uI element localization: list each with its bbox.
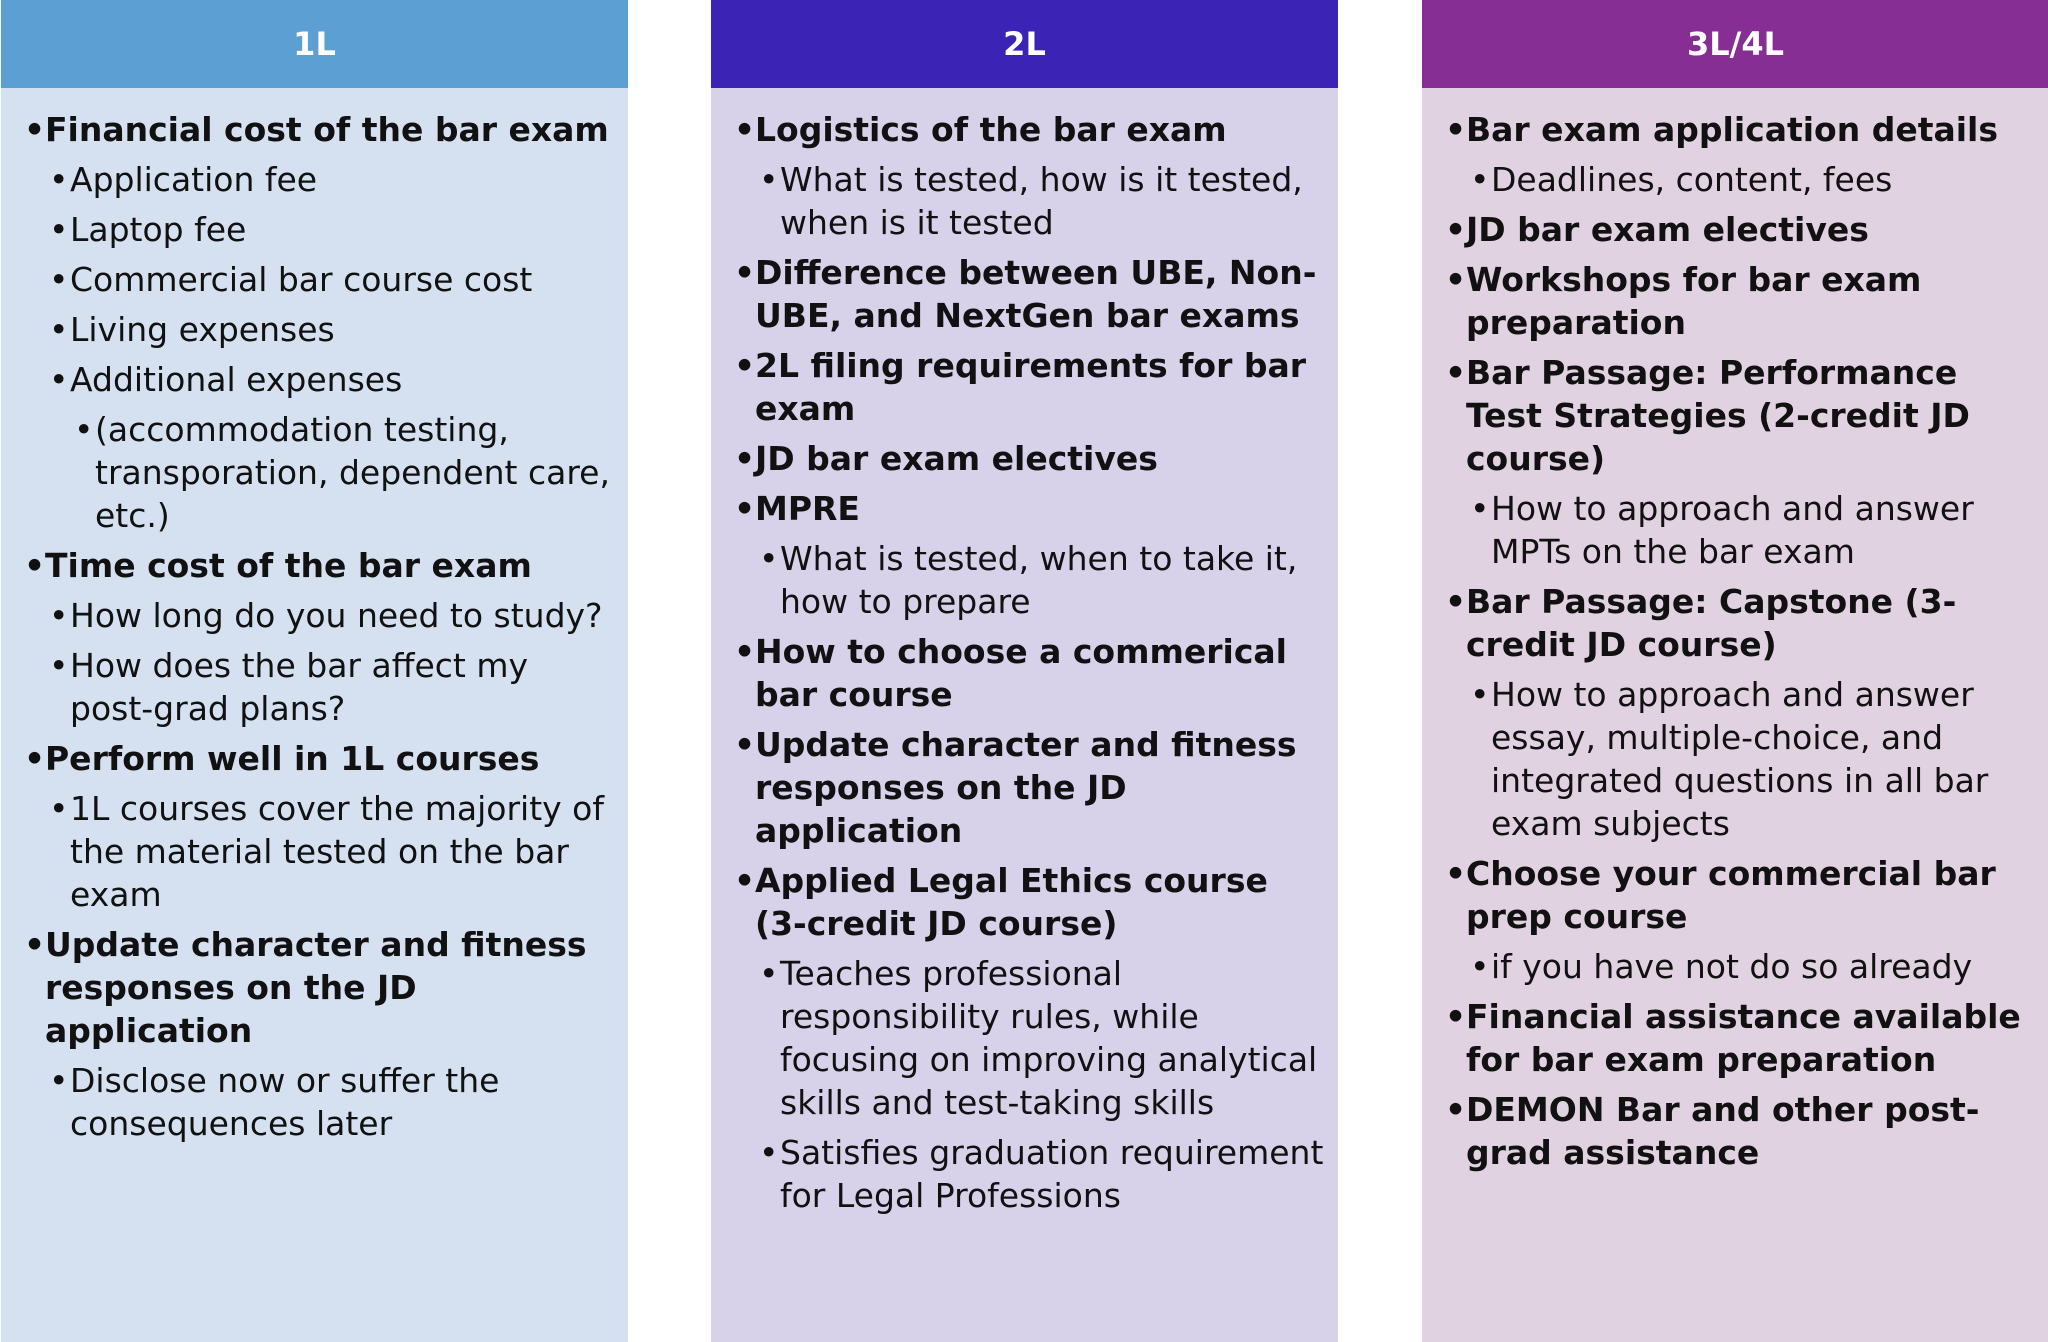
subtopic-item: • How to approach and answer essay, multiple-choice, and integrated questions in all bar exam subjects [1491, 673, 2039, 845]
topic-item: • Update character and fitness responses on the JD application [755, 723, 1328, 852]
topic-item: • JD bar exam electives [1466, 208, 2039, 251]
topic-item: • Choose your commercial bar prep course [1466, 852, 2039, 938]
topic-item: • Bar exam application details [1466, 108, 2039, 151]
column-1l [1, 0, 628, 1342]
topic-item: • Financial cost of the bar exam [45, 108, 618, 151]
column-header-2l [711, 0, 1338, 88]
subtopic-item: • How to approach and answer MPTs on the bar exam [1491, 487, 2039, 573]
subtopic-item: • What is tested, how is it tested, when is it tested [780, 158, 1328, 244]
subtopic-item: • Teaches professional responsibility rules, while focusing on improving analytical skills and test-taking skills [780, 952, 1328, 1124]
topic-list-3l-4l [1442, 108, 2039, 1174]
topic-item: • Time cost of the bar exam [45, 544, 618, 587]
topic-item: • DEMON Bar and other post-grad assistance [1466, 1088, 2039, 1174]
subtopic-item: • How does the bar affect my post-grad plans? [70, 644, 618, 730]
column-header-3l-4l [1422, 0, 2048, 88]
column-title-2l: 2L [1003, 25, 1046, 63]
subtopic-item: • Deadlines, content, fees [1491, 158, 2039, 201]
topic-item: • Difference between UBE, Non-UBE, and NextGen bar exams [755, 251, 1328, 337]
column-header-1l [1, 0, 628, 88]
topic-item: • Perform well in 1L courses [45, 737, 618, 780]
subtopic-item: • Commercial bar course cost [70, 258, 618, 301]
topic-item: • Bar Passage: Capstone (3-credit JD course) [1466, 580, 2039, 666]
subtopic-item: • Living expenses [70, 308, 618, 351]
topic-item: • How to choose a commerical bar course [755, 630, 1328, 716]
column-title-3l-4l: 3L/4L [1687, 25, 1784, 63]
subtopic-item: • What is tested, when to take it, how to prepare [780, 537, 1328, 623]
subtopic-item: • Additional expenses [70, 358, 618, 401]
subtopic-item: • Disclose now or suffer the consequences later [70, 1059, 618, 1145]
column-body-3l-4l [1422, 88, 2048, 1342]
subtopic-item: • Laptop fee [70, 208, 618, 251]
topic-item: • 2L filing requirements for bar exam [755, 344, 1328, 430]
topic-item: • JD bar exam electives [755, 437, 1328, 480]
topic-item: • Workshops for bar exam preparation [1466, 258, 2039, 344]
column-body-2l [711, 88, 1338, 1342]
topic-item: • Logistics of the bar exam [755, 108, 1328, 151]
topic-list-1l [21, 108, 618, 1145]
subtopic-item: • if you have not do so already [1491, 945, 2039, 988]
subtopic-item: • Application fee [70, 158, 618, 201]
topic-item: • Update character and fitness responses on the JD application [45, 923, 618, 1052]
column-title-1l: 1L [293, 25, 336, 63]
topic-item: • Financial assistance available for bar exam preparation [1466, 995, 2039, 1081]
subtopic-item: • (accommodation testing, transporation, dependent care, etc.) [95, 408, 618, 537]
subtopic-item: • How long do you need to study? [70, 594, 618, 637]
subtopic-item: • Satisfies graduation requirement for Legal Professions [780, 1131, 1328, 1217]
column-3l-4l [1422, 0, 2048, 1342]
column-2l [711, 0, 1338, 1342]
topic-list-2l [731, 108, 1328, 1217]
topic-item: • MPRE [755, 487, 1328, 530]
topic-item: • Applied Legal Ethics course (3-credit JD course) [755, 859, 1328, 945]
topic-item: • Bar Passage: Performance Test Strategies (2-credit JD course) [1466, 351, 2039, 480]
column-body-1l [1, 88, 628, 1342]
subtopic-item: • 1L courses cover the majority of the material tested on the bar exam [70, 787, 618, 916]
